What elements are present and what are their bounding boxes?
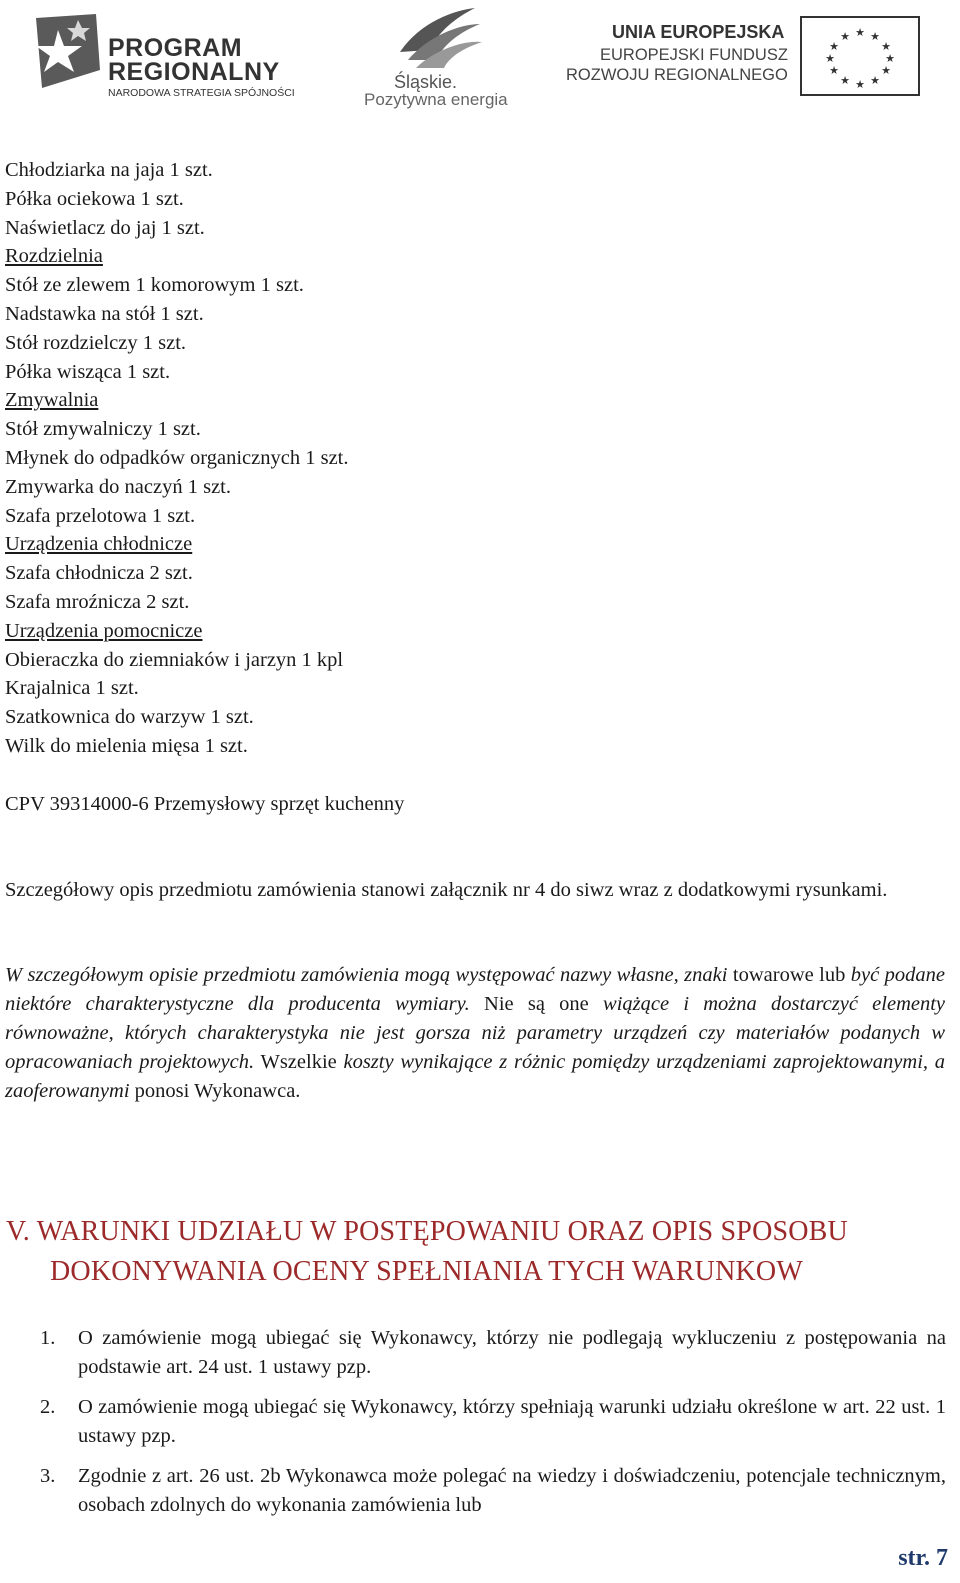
- program-logo-line1: PROGRAM: [108, 34, 243, 62]
- ue-logo-line3: ROZWOJU REGIONALNEGO: [566, 66, 788, 84]
- section-label: Urządzenia pomocnicze: [5, 619, 203, 642]
- section-heading-line1: V. WARUNKI UDZIAŁU W POSTĘPOWANIU ORAZ OPIS SPOSOBU: [6, 1216, 848, 1247]
- list-item: Szafa chłodnicza 2 szt.: [5, 562, 193, 585]
- list-item: Obieraczka do ziemniaków i jarzyn 1 kpl: [5, 648, 344, 671]
- item-text: Zgodnie z art. 26 ust. 2b Wykonawca może polegać na wiedzy i doświadczeniu, potencjale technicznym, osobach zdolnych do wykonania zamówienia lub: [78, 1465, 946, 1516]
- svg-text:★: ★: [829, 40, 839, 53]
- svg-text:★: ★: [885, 52, 895, 65]
- numbered-item: [40, 1462, 946, 1520]
- para2-s1-italic: W szczegółowym opisie przedmiotu zamówienia mogą występować nazwy własne, znaki: [5, 964, 728, 986]
- list-item: Półka ociekowa 1 szt.: [5, 187, 184, 210]
- section-label: Rozdzielnia: [5, 245, 103, 268]
- svg-text:★: ★: [881, 64, 891, 77]
- cpv-code: CPV 39314000-6 Przemysłowy sprzęt kuchenny: [5, 793, 405, 815]
- eu-flag-icon: [800, 16, 920, 96]
- list-item: Stół ze zlewem 1 komorowym 1 szt.: [5, 274, 304, 297]
- svg-text:★: ★: [870, 30, 880, 43]
- item-number: 3.: [40, 1465, 56, 1487]
- program-regionalny-logo: [28, 10, 308, 99]
- para2-s2-italic: wiążące i można dostarczyć elementy równoważne, których charakterystyka nie jest gorsza niż parametry urządzeń czy materiałów podanych w opracowaniach projektowych.: [5, 993, 946, 1073]
- item-text: O zamówienie mogą ubiegać się Wykonawcy, którzy nie podlegają wykluczeniu z postępowania na podstawie art. 24 ust. 1 ustawy pzp.: [78, 1327, 946, 1378]
- list-item: Stół zmywalniczy 1 szt.: [5, 418, 201, 441]
- item-text: O zamówienie mogą ubiegać się Wykonawcy, którzy spełniają warunki udziału określone w art. 22 ust. 1 ustawy pzp.: [78, 1396, 946, 1447]
- section-heading: [6, 1212, 946, 1292]
- program-logo-line2: REGIONALNY: [108, 58, 280, 86]
- numbered-item: [40, 1324, 946, 1382]
- svg-text:★: ★: [881, 40, 891, 53]
- svg-text:★: ★: [825, 52, 835, 65]
- svg-text:★: ★: [840, 74, 850, 87]
- para2-s1-normal: towarowe lub: [732, 964, 846, 986]
- svg-text:★: ★: [829, 64, 839, 77]
- list-item: Młynek do odpadków organicznych 1 szt.: [5, 446, 349, 469]
- conditions-list: [40, 1324, 946, 1531]
- svg-text:★: ★: [870, 74, 880, 87]
- para2-s3-normal-b: ponosi Wykonawca.: [134, 1080, 301, 1102]
- svg-text:★: ★: [855, 26, 865, 39]
- svg-text:★: ★: [855, 78, 865, 91]
- section-label: Urządzenia chłodnicze: [5, 533, 193, 556]
- description-paragraph: Szczegółowy opis przedmiotu zamówienia stanowi załącznik nr 4 do siwz wraz z dodatkowymi rysunkami.: [5, 879, 888, 901]
- para2-s1-italic2: być podane niektóre charakterystyczne dla producenta wymiary.: [5, 964, 946, 1015]
- list-item: Stół rozdzielczy 1 szt.: [5, 331, 187, 354]
- unia-europejska-logo: [566, 16, 936, 96]
- header-logos: [0, 0, 960, 120]
- section-label: Zmywalnia: [5, 389, 99, 412]
- ue-logo-line2: EUROPEJSKI FUNDUSZ: [600, 46, 788, 64]
- equipment-list: [5, 156, 945, 761]
- list-item: Krajalnica 1 szt.: [5, 677, 139, 700]
- section-heading-line2: DOKONYWANIA OCENY SPEŁNIANIA TYCH WARUNKOW: [50, 1256, 803, 1287]
- para2-s3-normal-a: Wszelkie: [260, 1051, 337, 1073]
- list-item: Półka wisząca 1 szt.: [5, 360, 171, 383]
- list-item: Wilk do mielenia mięsa 1 szt.: [5, 734, 248, 757]
- para2-s3-italic: koszty wynikające z różnic pomiędzy urządzeniami zaprojektowanymi, a zaoferowanymi: [5, 1051, 946, 1102]
- slaskie-logo-name: Śląskie.: [394, 72, 458, 92]
- list-item: Zmywarka do naczyń 1 szt.: [5, 475, 231, 498]
- list-item: Szatkownica do warzyw 1 szt.: [5, 706, 254, 729]
- page-number: str. 7: [898, 1545, 948, 1571]
- para2-s2-normal: Nie są one: [484, 993, 589, 1015]
- list-item: Nadstawka na stół 1 szt.: [5, 302, 204, 325]
- slaskie-logo-tagline: Pozytywna energia: [364, 90, 508, 109]
- numbered-item: [40, 1393, 946, 1451]
- svg-text:★: ★: [840, 30, 850, 43]
- slaskie-swirl-icon: [360, 2, 520, 74]
- list-item: Naświetlacz do jaj 1 szt.: [5, 216, 205, 239]
- ue-logo-line1: UNIA EUROPEJSKA: [612, 22, 785, 42]
- program-star-icon: [28, 10, 104, 94]
- list-item: Szafa przelotowa 1 szt.: [5, 504, 196, 527]
- item-number: 2.: [40, 1396, 56, 1418]
- slaskie-logo: [360, 2, 520, 112]
- equivalence-paragraph: [5, 961, 945, 1106]
- list-item: Szafa mroźnicza 2 szt.: [5, 590, 190, 613]
- list-item: Chłodziarka na jaja 1 szt.: [5, 159, 213, 181]
- program-logo-line3: NARODOWA STRATEGIA SPÓJNOŚCI: [108, 87, 295, 99]
- item-number: 1.: [40, 1327, 56, 1349]
